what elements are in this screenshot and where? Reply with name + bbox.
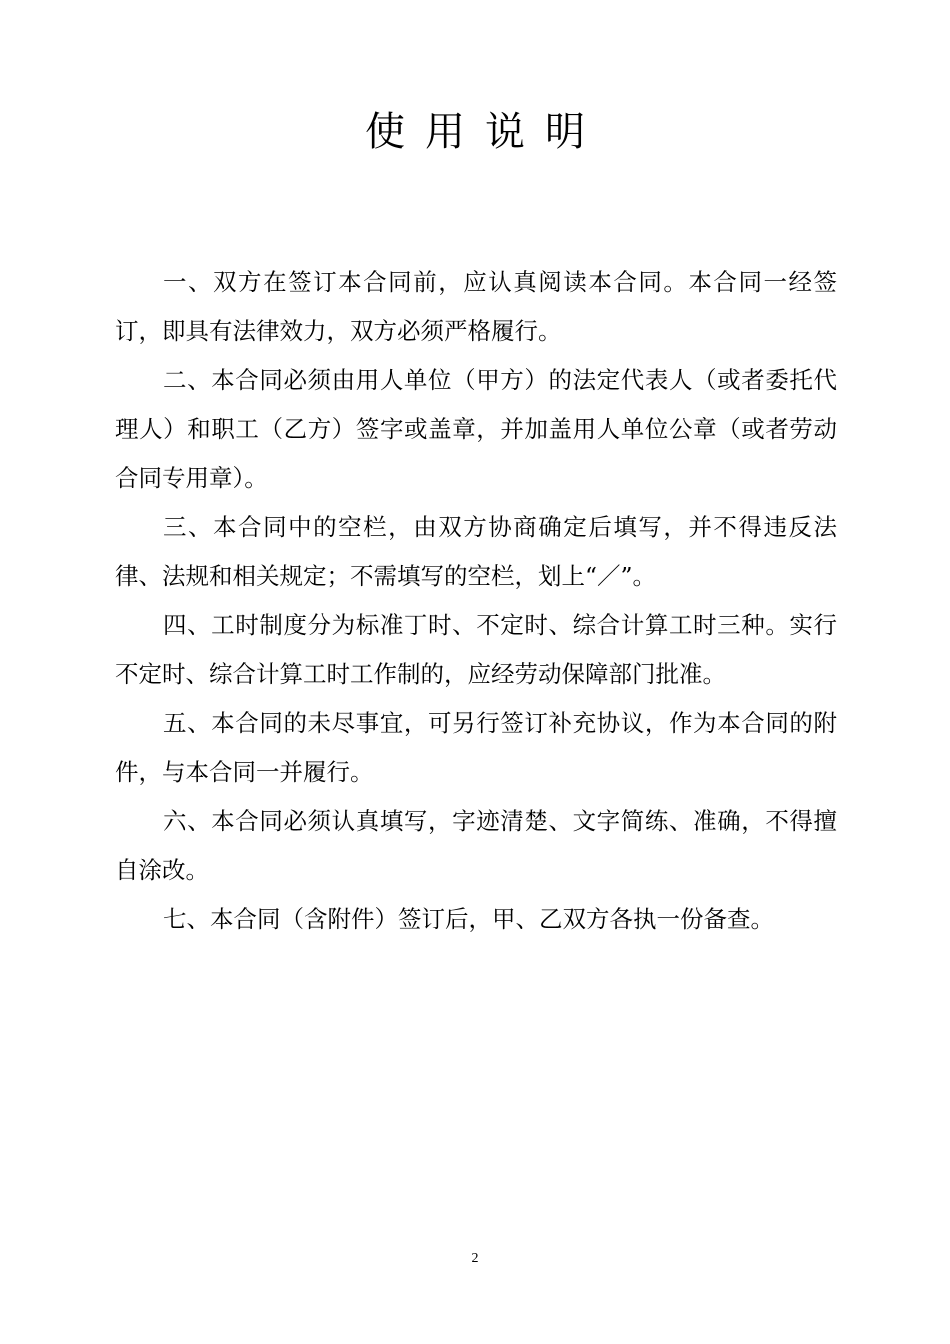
page-number: 2 [471,1251,479,1266]
instruction-paragraph-5: 五、本合同的未尽事宜，可另行签订补充协议，作为本合同的附件，与本合同一并履行。 [115,709,837,786]
instruction-paragraph-1: 一、双方在签订本合同前，应认真阅读本合同。本合同一经签订，即具有法律效力，双方必须严格履行。 [115,268,837,345]
instruction-paragraph-2: 二、本合同必须由用人单位（甲方）的法定代表人（或者委托代理人）和职工（乙方）签字或盖章，并加盖用人单位公章（或者劳动合同专用章）。 [115,366,837,492]
instructions-body [115,258,837,944]
instruction-paragraph-7: 七、本合同（含附件）签订后，甲、乙双方各执一份备查。 [163,905,774,933]
instruction-paragraph-4: 四、工时制度分为标准丁时、不定时、综合计算工时三种。实行不定时、综合计算工时工作制的，应经劳动保障部门批准。 [115,611,837,688]
instruction-paragraph-3: 三、本合同中的空栏，由双方协商确定后填写，并不得违反法律、法规和相关规定；不需填写的空栏，划上“／”。 [115,513,837,590]
instruction-paragraph-6: 六、本合同必须认真填写，字迹清楚、文字简练、准确，不得擅自涂改。 [115,807,837,884]
page-title: 使用说明 [365,109,605,155]
